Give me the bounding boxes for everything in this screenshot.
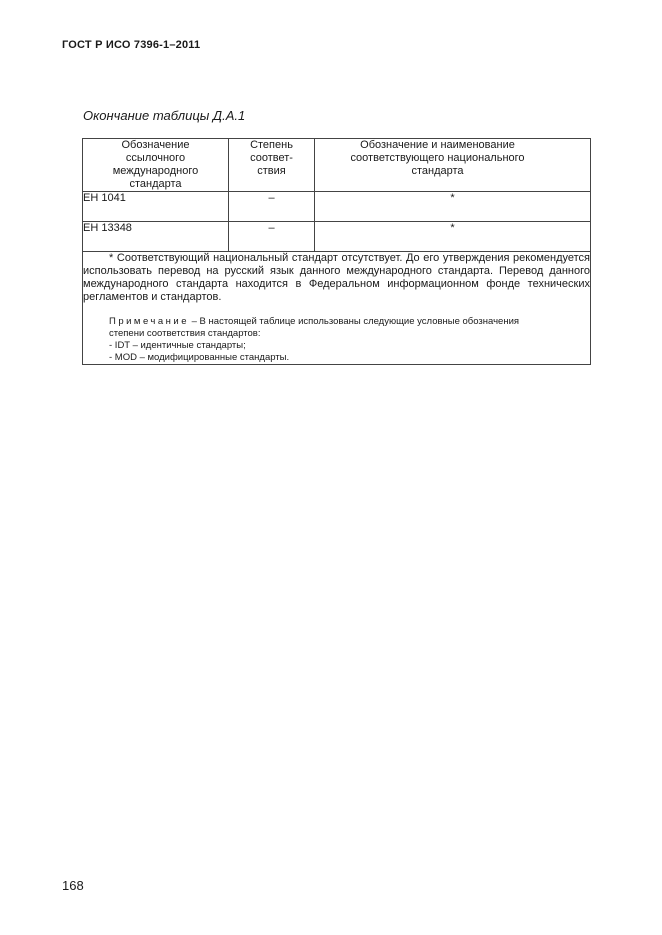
note-line: - MOD – модифицированные стандарты. [109, 352, 290, 363]
reference-standard-cell: ЕН 13348 [83, 222, 229, 252]
table-note [83, 316, 590, 364]
table-caption: Окончание таблицы Д.А.1 [83, 108, 246, 123]
document-header: ГОСТ Р ИСО 7396-1–2011 [62, 39, 201, 51]
degree-cell: – [229, 192, 315, 222]
note-line: - IDT – идентичные стандарты; [109, 340, 246, 351]
reference-standards-table [82, 138, 591, 365]
reference-standard-cell: ЕН 1041 [83, 192, 229, 222]
note-label: Примечание [109, 316, 189, 327]
table-row [83, 192, 591, 222]
table-row [83, 222, 591, 252]
header-national-standard: Обозначение и наименование соответствующего национального стандарта [315, 139, 591, 192]
table-header-row [83, 139, 591, 192]
note-line: степени соответствия стандартов: [109, 328, 261, 339]
footnote-cell [83, 252, 591, 365]
table-footnote-row [83, 252, 591, 365]
note-first-line [83, 316, 590, 328]
national-standard-cell: * [315, 192, 591, 222]
national-standard-cell: * [315, 222, 591, 252]
note-text: – В настоящей таблице использованы следующие условные обозначения [189, 316, 520, 327]
degree-cell: – [229, 222, 315, 252]
header-degree-of-conformity: Степень соответ- ствия [229, 139, 315, 192]
page-number: 168 [62, 878, 84, 893]
footnote-text: * Соответствующий национальный стандарт отсутствует. До его утверждения рекомендуется использовать перевод на русский язык данного международного стандарта. Перевод данного международного стандарта находится в Федеральном информационном фонде технических регламентов и стандартов. [83, 252, 590, 303]
header-reference-standard: Обозначение ссылочного международного стандарта [83, 139, 229, 192]
